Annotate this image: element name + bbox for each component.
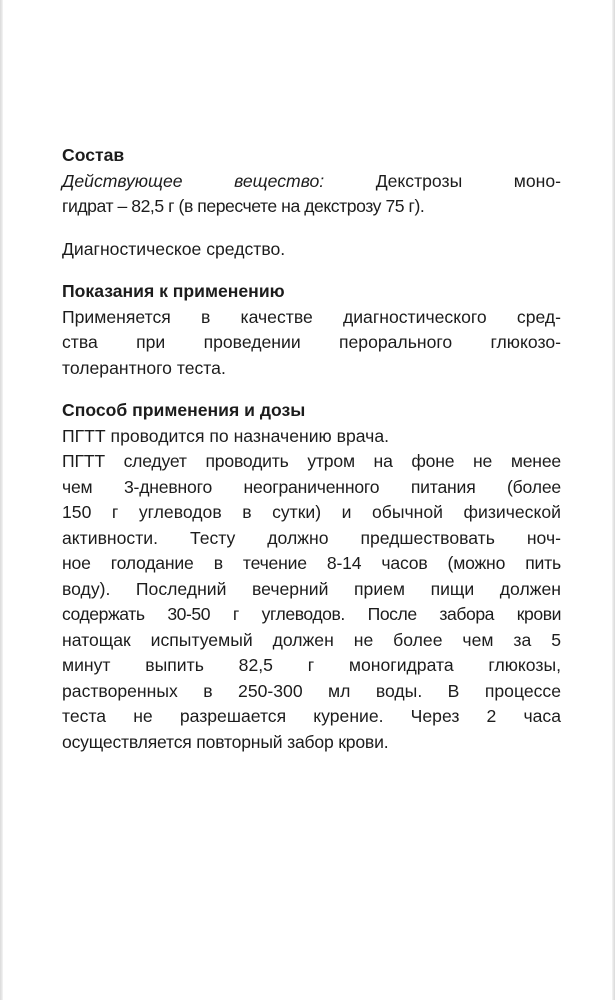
- indications-section: [62, 279, 561, 381]
- composition-heading: Состав: [62, 145, 125, 165]
- indications-line: Применяется в качестве диагностического сред-: [62, 306, 561, 327]
- instruction-leaflet: [62, 143, 561, 755]
- dosage-line: воду). Последний вечерний прием пищи должен: [62, 578, 561, 599]
- composition-line-1: [62, 169, 561, 195]
- dosage-line: ПГТТ проводится по назначению врача.: [62, 425, 389, 446]
- dosage-line: осуществляется повторный забор крови.: [62, 731, 389, 752]
- dosage-line: минут выпить 82,5 г моногидрата глюкозы,: [62, 655, 561, 675]
- dosage-line: теста не разрешается курение. Через 2 часа: [62, 706, 561, 726]
- dosage-section: [62, 398, 561, 755]
- indications-heading: Показания к применению: [62, 281, 285, 301]
- active-substance-value: Декстрозы моно-: [324, 170, 561, 191]
- composition-section: [62, 143, 561, 220]
- active-substance-label: Действующее вещество:: [62, 170, 325, 191]
- category-section: [62, 237, 561, 263]
- indications-line: ства при проведении перорального глюкозо-: [62, 332, 561, 352]
- indications-line: толерантного теста.: [62, 357, 226, 378]
- dosage-heading: Способ применения и дозы: [62, 400, 306, 420]
- composition-line-2: гидрат – 82,5 г (в пересчете на декстрозу 75 г).: [62, 196, 425, 216]
- dosage-line: ное голодание в течение 8-14 часов (можно пить: [62, 553, 561, 573]
- dosage-line: чем 3-дневного неограниченного питания (более: [62, 476, 561, 497]
- dosage-line: 150 г углеводов в сутки) и обычной физической: [62, 502, 561, 522]
- dosage-line: активности. Тесту должно предшествовать ноч-: [62, 527, 561, 548]
- dosage-line: натощак испытуемый должен не более чем за 5: [62, 629, 561, 650]
- dosage-line: растворенных в 250-300 мл воды. В процессе: [62, 680, 561, 701]
- page-left-edge: [0, 0, 3, 1000]
- dosage-line: ПГТТ следует проводить утром на фоне не менее: [62, 451, 561, 471]
- dosage-line: содержать 30-50 г углеводов. После забора крови: [62, 604, 561, 624]
- category-text: Диагностическое средство.: [62, 238, 286, 259]
